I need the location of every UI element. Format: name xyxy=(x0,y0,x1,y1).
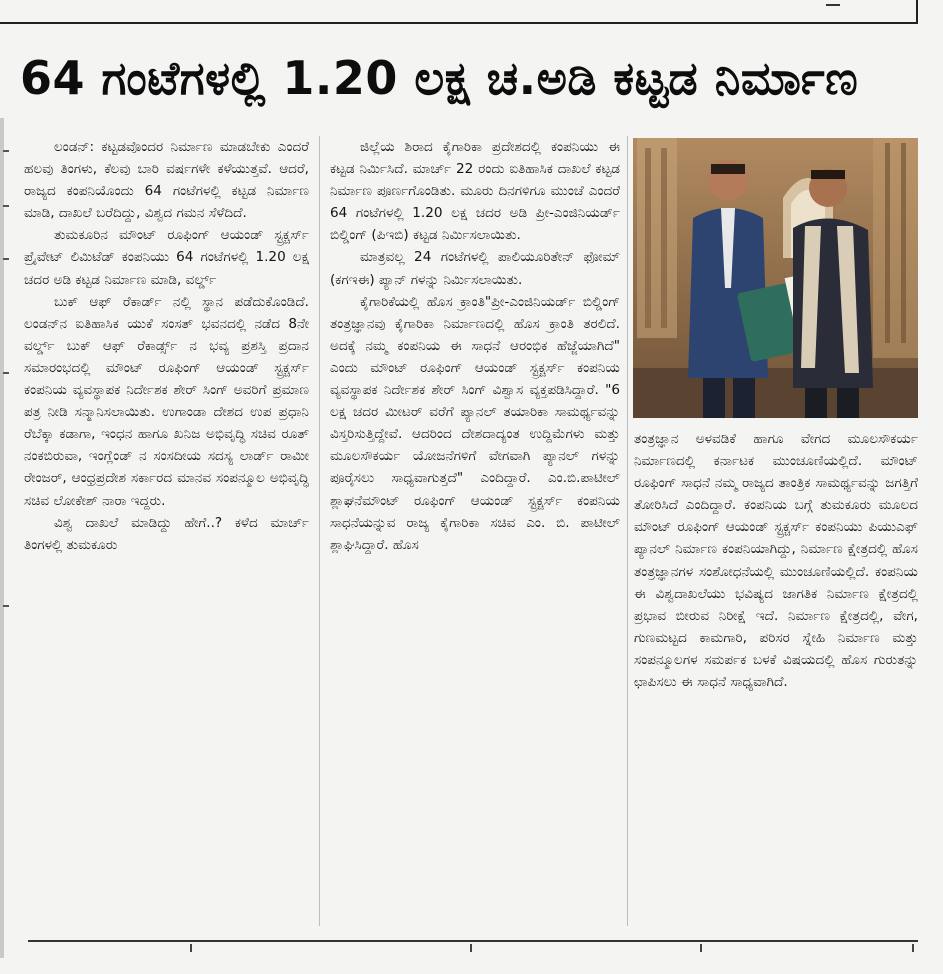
column-separator xyxy=(319,136,320,926)
article-column-3 xyxy=(634,428,918,928)
bottom-tick xyxy=(700,944,702,952)
left-edge-mark xyxy=(3,372,9,374)
left-edge-mark xyxy=(3,205,9,207)
paragraph: ಲಂಡನ್: ಕಟ್ಟಡವೊಂದರ ನಿರ್ಮಾಣ ಮಾಡಬೇಕು ಎಂದರೆ ಹಲವು ತಿಂಗಳು, ಕೆಲವು ಬಾರಿ ವರ್ಷಗಳೇ ಕಳೆಯುತ್ತವೆ. ಆದರೆ, ರಾಜ್ಯದ ಕಂಪನಿಯೊಂದು 64 ಗಂಟೆಗಳಲ್ಲಿ ಕಟ್ಟಡ ನಿರ್ಮಾಣ ಮಾಡಿ, ದಾಖಲೆ ಬರೆದಿದ್ದು, ವಿಶ್ವದ ಗಮನ ಸೆಳೆದಿದೆ. xyxy=(24,139,309,222)
article-column-2 xyxy=(330,136,620,926)
paragraph: ತಂತ್ರಜ್ಞಾನ ಅಳವಡಿಕೆ ಹಾಗೂ ವೇಗದ ಮೂಲಸೌಕರ್ಯ ನಿರ್ಮಾಣದಲ್ಲಿ ಕರ್ನಾಟಕ ಮುಂಚೂಣಿಯಲ್ಲಿದೆ. ಮೌಂಟ್ ರೂಫಿಂಗ್ ಸಾಧನೆ ನಮ್ಮ ರಾಜ್ಯದ ತಾಂತ್ರಿಕ ಸಾಮರ್ಥ್ಯವನ್ನು ಜಗತ್ತಿಗೆ ತೋರಿಸಿದೆ ಎಂದಿದ್ದಾರೆ. ಕಂಪನಿಯ ಬಗ್ಗೆ ತುಮಕೂರು ಮೂಲದ ಮೌಂಟ್ ರೂಫಿಂಗ್ ಆಯಂಡ್ ಸ್ಟ್ರಕ್ಚರ್ಸ್ ಕಂಪನಿಯು ಪಿಯುಎಫ್ ಪ್ಯಾನಲ್ ನಿರ್ಮಾಣ ಕಂಪನಿಯಾಗಿದ್ದು, ನಿರ್ಮಾಣ ಕ್ಷೇತ್ರದಲ್ಲಿ ಹೊಸ ತಂತ್ರಜ್ಞಾನಗಳ ಸಂಶೋಧನೆಯಲ್ಲಿ ಮುಂಚೂಣಿಯಲ್ಲಿದೆ. ಕಂಪನಿಯ ಈ ವಿಶ್ವದಾಖಲೆಯು ಭವಿಷ್ಯದ ಜಾಗತಿಕ ನಿರ್ಮಾಣ ಕ್ಷೇತ್ರದಲ್ಲಿ ಪ್ರಭಾವ ಬೀರುವ ನಿರೀಕ್ಷೆ ಇದೆ. ನಿರ್ಮಾಣ ಕ್ಷೇತ್ರದಲ್ಲಿ, ವೇಗ, ಗುಣಮಟ್ಟದ ಕಾಮಗಾರಿ, ಪರಿಸರ ಸ್ನೇಹಿ ನಿರ್ಮಾಣ ಮತ್ತು ಸಂಪನ್ಮೂಲಗಳ ಸಮರ್ಪಕ ಬಳಕೆ ವಿಷಯದಲ್ಲಿ ಹೊಸ ಗುರುತನ್ನು ಛಾಪಿಸಲು ಈ ಸಾಧನೆ ಸಾಧ್ಯವಾಗಿದೆ. xyxy=(634,431,918,691)
paragraph: ಮಾತ್ರವಲ್ಲ 24 ಗಂಟೆಗಳಲ್ಲಿ ಪಾಲಿಯೂರಿತೇನ್ ಫೋಮ್ (ಕಗಇಈ) ಪ್ಯಾನ್ ಗಳನ್ನು ನಿರ್ಮಿಸಲಾಯಿತು. xyxy=(330,249,620,288)
top-mark xyxy=(826,4,840,6)
bottom-tick xyxy=(912,944,914,952)
paragraph: ವಿಶ್ವ ದಾಖಲೆ ಮಾಡಿದ್ದು ಹೇಗೆ..? ಕಳೆದ ಮಾರ್ಚ್ ತಿಂಗಳಲ್ಲಿ ತುಮಕೂರು xyxy=(24,514,309,553)
column-separator xyxy=(627,136,628,926)
left-edge-mark xyxy=(3,605,9,607)
paragraph: ಕೈಗಾರಿಕೆಯಲ್ಲಿ ಹೊಸ ಕ್ರಾಂತಿ"ಪ್ರೀ-ಎಂಜಿನಿಯರ್ಡ್ ಬಿಲ್ಡಿಂಗ್ ತಂತ್ರಜ್ಞಾನವು ಕೈಗಾರಿಕಾ ನಿರ್ಮಾಣದಲ್ಲಿ ಹೊಸ ಕ್ರಾಂತಿ ತರಲಿದೆ. ಅದಕ್ಕೆ ನಮ್ಮ ಕಂಪನಿಯ ಈ ಸಾಧನೆ ಆರಂಭಿಕ ಹೆಜ್ಜೆಯಾಗಿದೆ" ಎಂದು ಮೌಂಟ್ ರೂಫಿಂಗ್ ಆಯಂಡ್ ಸ್ಟ್ರಕ್ಚರ್ಸ್ ಕಂಪನಿಯ ವ್ಯವಸ್ಥಾಪಕ ನಿರ್ದೇಶಕ ಶೇರ್ ಸಿಂಗ್ ವಿಶ್ವಾಸ ವ್ಯಕ್ತಪಡಿಸಿದ್ದಾರೆ. "6 ಲಕ್ಷ ಚದರ ಮೀಟರ್ ವರೆಗೆ ಪ್ಯಾನಲ್ ತಯಾರಿಕಾ ಸಾಮರ್ಥ್ಯವನ್ನು ವಿಸ್ತರಿಸುತ್ತಿದ್ದೇವೆ. ಆದರಿಂದ ದೇಶದಾದ್ಯಂತ ಉದ್ದಿಮೆಗಳು ಮತ್ತು ಮೂಲಸೌಕರ್ಯ ಯೋಜನೆಗಳಿಗೆ ವೇಗವಾಗಿ ಪ್ಯಾನಲ್ ಗಳನ್ನು ಪೂರೈಸಲು ಸಾಧ್ಯವಾಗುತ್ತದೆ" ಎಂದಿದ್ದಾರೆ. ಎಂ.ಬಿ.ಪಾಟೀಲ್ ಶ್ಲಾಘನೆಮೌಂಟ್ ರೂಫಿಂಗ್ ಆಯಂಡ್ ಸ್ಟ್ರಕ್ಚರ್ಸ್ ಕಂಪನಿಯ ಸಾಧನೆಯನ್ನುವ ರಾಜ್ಯ ಕೈಗಾರಿಕಾ ಸಚಿವ ಎಂ. ಬಿ. ಪಾಟೀಲ್ ಶ್ಲಾಘಿಸಿದ್ದಾರೆ. ಹೊಸ xyxy=(330,293,620,553)
bottom-tick xyxy=(190,944,192,952)
paragraph: ಬುಕ್ ಆಫ್ ರೆಕಾರ್ಡ್ ನಲ್ಲಿ ಸ್ಥಾನ ಪಡೆದುಕೊಂಡಿದೆ. ಲಂಡನ್‌ನ ಐತಿಹಾಸಿಕ ಯುಕೆ ಸಂಸತ್ ಭವನದಲ್ಲಿ ನಡೆದ 8ನೇ ವರ್ಲ್ಡ್ ಬುಕ್ ಆಫ್ ರೆಕಾರ್ಡ್ಸ್ ನ ಭವ್ಯ ಪ್ರಶಸ್ತಿ ಪ್ರದಾನ ಸಮಾರಂಭದಲ್ಲಿ ಮೌಂಟ್ ರೂಫಿಂಗ್ ಆಯಂಡ್ ಸ್ಟ್ರಕ್ಚರ್ಸ್ ಕಂಪನಿಯ ವ್ಯವಸ್ಥಾಪಕ ನಿರ್ದೇಶಕ ಶೇರ್ ಸಿಂಗ್ ಅವರಿಗೆ ಪ್ರಮಾಣ ಪತ್ರ ನೀಡಿ ಸನ್ಮಾನಿಸಲಾಯಿತು. ಉಗಾಂಡಾ ದೇಶದ ಉಪ ಪ್ರಧಾನಿ ರೆಬೆಕ್ಕಾ ಕಡಾಗಾ, ಇಂಧನ ಹಾಗೂ ಖನಿಜ ಅಭಿವೃದ್ಧಿ ಸಚಿವ ರೂತ್ ನಂಕಬಿರುವಾ, ಇಂಗ್ಲೆಂಡ್ ನ ಸಂಸದೀಯ ಸದಸ್ಯ ಲಾರ್ಡ್ ರಾಮೀ ರೇಂಜರ್, ಆಂಧ್ರಪ್ರದೇಶ ಸರ್ಕಾರದ ಮಾನವ ಸಂಪನ್ಮೂಲ ಅಭಿವೃದ್ಧಿ ಸಚಿವ ಲೋಕೇಶ್ ನಾರಾ ಇದ್ದರು. xyxy=(24,293,309,509)
paragraph: ಜಿಲ್ಲೆಯ ಶಿರಾದ ಕೈಗಾರಿಕಾ ಪ್ರದೇಶದಲ್ಲಿ ಕಂಪನಿಯು ಈ ಕಟ್ಟಡ ನಿರ್ಮಿಸಿದೆ. ಮಾರ್ಚ್ 22 ರಂದು ಐತಿಹಾಸಿಕ ದಾಖಲೆ ಕಟ್ಟಡ ನಿರ್ಮಾಣ ಪೂರ್ಣಗೊಂಡಿತು. ಮೂರು ದಿನಗಳಿಗೂ ಮುಂಚೆ ಎಂದರೆ 64 ಗಂಟೆಗಳಲ್ಲಿ 1.20 ಲಕ್ಷ ಚದರ ಅಡಿ ಪ್ರೀ-ಎಂಜಿನಿಯರ್ಡ್ ಬಿಲ್ಡಿಂಗ್ (ಪಿಇಬಿ) ಕಟ್ಟಡ ನಿರ್ಮಿಸಲಾಯಿತು. xyxy=(330,139,620,244)
left-edge-mark xyxy=(3,258,9,260)
top-corner-tick xyxy=(916,0,918,24)
article-column-1 xyxy=(24,136,309,926)
photo-illustration xyxy=(633,138,918,418)
left-page-edge xyxy=(0,118,4,958)
paragraph: ತುಮಕೂರಿನ ಮೌಂಟ್ ರೂಫಿಂಗ್ ಆಯಂಡ್ ಸ್ಟ್ರಕ್ಚರ್ಸ್ ಪ್ರೈವೇಟ್ ಲಿಮಿಟೆಡ್ ಕಂಪನಿಯು 64 ಗಂಟೆಗಳಲ್ಲಿ 1.20 ಲಕ್ಷ ಚದರ ಅಡಿ ಕಟ್ಟಡ ನಿರ್ಮಾಣ ಮಾಡಿ, ವರ್ಲ್ಡ್ xyxy=(24,227,309,288)
headline: 64 ಗಂಟೆಗಳಲ್ಲಿ 1.20 ಲಕ್ಷ ಚ.ಅಡಿ ಕಟ್ಟಡ ನಿರ್ಮಾಣ xyxy=(20,51,859,105)
left-edge-mark xyxy=(3,150,9,152)
award-ceremony-photo-icon xyxy=(633,138,918,418)
top-rule xyxy=(0,22,918,24)
bottom-tick xyxy=(470,944,472,952)
bottom-rule xyxy=(28,940,918,942)
